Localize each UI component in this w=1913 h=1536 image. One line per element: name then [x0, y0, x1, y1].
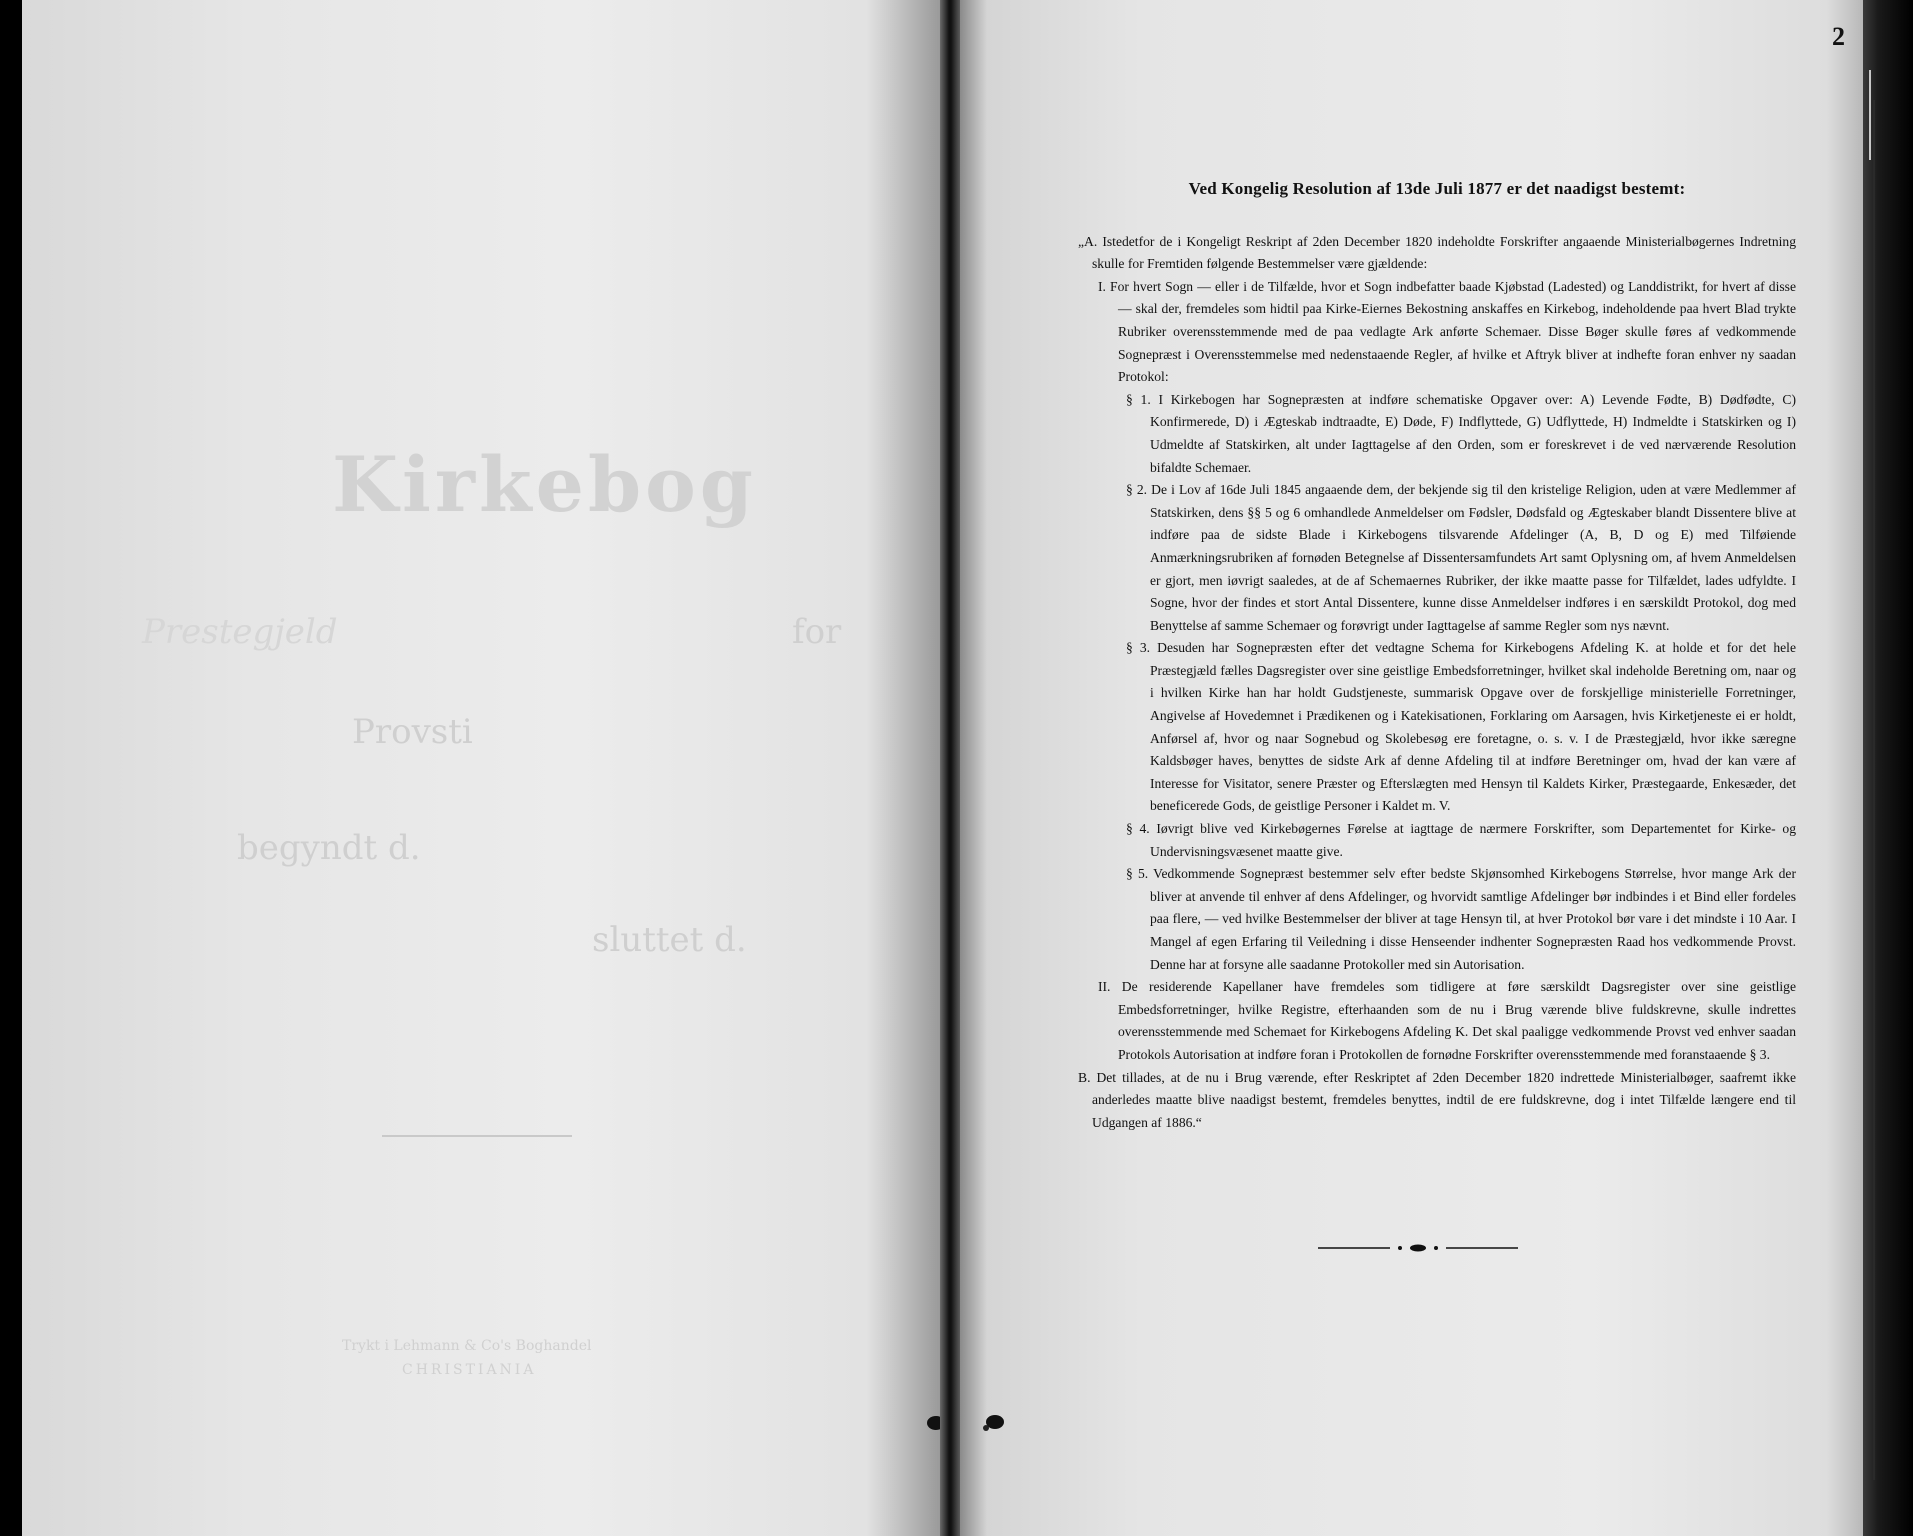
paragraph-sec-4: § 4. Iøvrigt blive ved Kirkebøgernes Førelse at iagttage de nærmere Forskrifter, som Departementet for Kirke- og Undervisningsvæsenet maatte give.	[1126, 821, 1796, 859]
paragraph-a: „A. Istedetfor de i Kongeligt Reskript af 2den December 1820 indeholdte Forskrifter angaaende Ministerialbøgernes Indretning skulle for Fremtiden følgende Bestemmelser være gjældende:	[1078, 233, 1796, 272]
paragraph-b: B. Det tillades, at de nu i Brug værende, efter Reskriptet af 2den December 1820 indrettede Ministerialbøger, saafremt ikke anderledes maatte blive naadigst bestemt, fremdeles benyttes, indtil de ere fuldskrevne, dog i intet Tilfælde længere end til Udgangen af 1886.“	[1078, 1069, 1796, 1130]
left-page	[22, 0, 940, 1536]
ghost-line-for: for	[792, 612, 842, 652]
ghost-imprint-line-2: CHRISTIANIA	[402, 1362, 537, 1378]
paragraph-i: I. For hvert Sogn — eller i de Tilfælde, hvor et Sogn indbefatter baade Kjøbstad (Ladested) og Landdistrikt, for hvert af disse — skal der, fremdeles som hidtil paa Kirke-Eiernes Bekostning anskaffes en Kirkebog, indeholdende paa hvert Blad trykte Rubriker overensstemmende med de paa vedlagte Ark anførte Schemaer. Disse Bøger skulle føres af vedkommende Sognepræst i Overensstemmelse med nedenstaaende Regler, af hvilke et Aftryk bliver at indhefte foran enhver ny saadan Protokol:	[1098, 278, 1796, 385]
ghost-line-prestegjeld: Prestegjeld	[142, 612, 338, 652]
ink-blot-right	[980, 1408, 1010, 1438]
paragraph-sec-2: § 2. De i Lov af 16de Juli 1845 angaaende dem, der bekjende sig til den kristelige Religion, uden at være Medlemmer af Statskirken, dens §§ 5 og 6 omhandlede Anmeldelser om Fødsler, Dødsfald og Ægteskaber blandt Dissentere blive at indføre paa de sidste Blade i Kirkebogens tilsvarende Afdelinger (A, B, D og E) med Tilføiende Anmærkningsrubriken af fornøden Betegnelse af Dissentersamfundets Art samt Oplysning om, af hvem Anmeldelsen er gjort, men iøvrigt saaledes, at de af Schemaernes Rubriker, der ikke maatte passe for Tilfældet, lades udfyldte. I Sogne, hvor der findes et stort Antal Dissentere, kunne disse Anmeldelser indføres i en særskildt Protokol, dog med Benyttelse af samme Schemaer og forøvrigt under Iagttagelse af samme Regler som nys nævnt.	[1126, 482, 1796, 633]
resolution-text	[1078, 178, 1796, 1134]
page-edge-strip	[1863, 0, 1913, 1536]
document-title: Ved Kongelig Resolution af 13de Juli 1877 er det naadigst bestemt:	[1188, 179, 1686, 198]
ghost-line-provsti: Provsti	[352, 712, 473, 752]
paragraph-sec-3: § 3. Desuden har Sognepræsten efter det vedtagne Schema for Kirkebogens Afdeling K. at holde et for det hele Præstegjæld fælles Dagsregister over sine geistlige Embedsforretninger, hvilket skal indeholde Beretning om, naar og i hvilken Kirke han har holdt Gudstjeneste, summarisk Opgave over de forskjellige ministerielle Forretninger, Angivelse af Hovedemnet i Prædikenen og i Katekisationen, Forklaring om Aarsagen, hvis Kirketjeneste ei er holdt, Anførsel af, hvor og naar Sognebud og Skolebesøg ere foretagne, o. s. v. I de Præstegjæld, hvor ikke særegne Kaldsbøger haves, benyttes de sidste Ark af denne Afdeling til at indføre Beretninger om, hvad der kan være af Interesse for Visitator, senere Præster og Efterslægten med Hensyn til Kaldets Kirker, Præstegaarde, Enkesæder, det beneficerede Gods, de geistlige Personer i Kaldet m. V.	[1126, 640, 1796, 814]
page-number: 2	[1832, 22, 1845, 51]
paragraph-sec-5: § 5. Vedkommende Sognepræst bestemmer selv efter bedste Skjønsomhed Kirkebogens Størrelse, hvor mange Ark der bliver at anvende til enhver af dens Afdelinger, og hvorvidt samtlige Afdelinger bør indbindes i et Bind eller fordeles paa flere, — ved hvilke Bestemmelser der bliver at tage Hensyn til, at hver Protokol bør vare i det mindste i 10 Aar. I Mangel af egen Erfaring til Veiledning i disse Henseender indhenter Sognepræsten Raad hos vedkommende Provst. Denne har at forsyne alle saadanne Protokoller med sin Autorisation.	[1126, 866, 1796, 972]
ghost-imprint-line-1: Trykt i Lehmann & Co's Boghandel	[342, 1338, 592, 1354]
ink-blot-left	[922, 1408, 940, 1438]
ghost-line-sluttet: sluttet d.	[592, 920, 747, 960]
ghost-rule	[382, 1135, 572, 1137]
book-gutter	[940, 0, 960, 1536]
ghost-title: Kirkebog	[332, 440, 757, 529]
ornament-rule	[1318, 1242, 1518, 1254]
right-page	[960, 0, 1863, 1536]
paragraph-ii: II. De residerende Kapellaner have fremdeles som tidligere at føre særskildt Dagsregister over sine geistlige Embedsforretninger, hvilke Registre, efterhaanden som de nu i Brug værende blive fuldskrevne, skulle indrettes overensstemmende med Schemaet for Kirkebogens Afdeling K. Det skal paaligge vedkommende Provst ved enhver saadan Protokols Autorisation at indføre foran i Protokollen de fornødne Forskrifter overensstemmende med foranstaaende § 3.	[1098, 979, 1796, 1062]
paragraph-sec-1: § 1. I Kirkebogen har Sognepræsten at indføre schematiske Opgaver over: A) Levende Fødte, B) Dødfødte, C) Konfirmerede, D) i Ægteskab indtraadte, E) Døde, F) Indflyttede, G) Udflyttede, H) Indmeldte i Statskirken og I) Udmeldte af Statskirken, alt under Iagttagelse af den Orden, som er foreskrevet i de ved nærværende Resolution bifaldte Schemaer.	[1126, 391, 1796, 475]
ghost-line-begyndt: begyndt d.	[237, 828, 421, 868]
